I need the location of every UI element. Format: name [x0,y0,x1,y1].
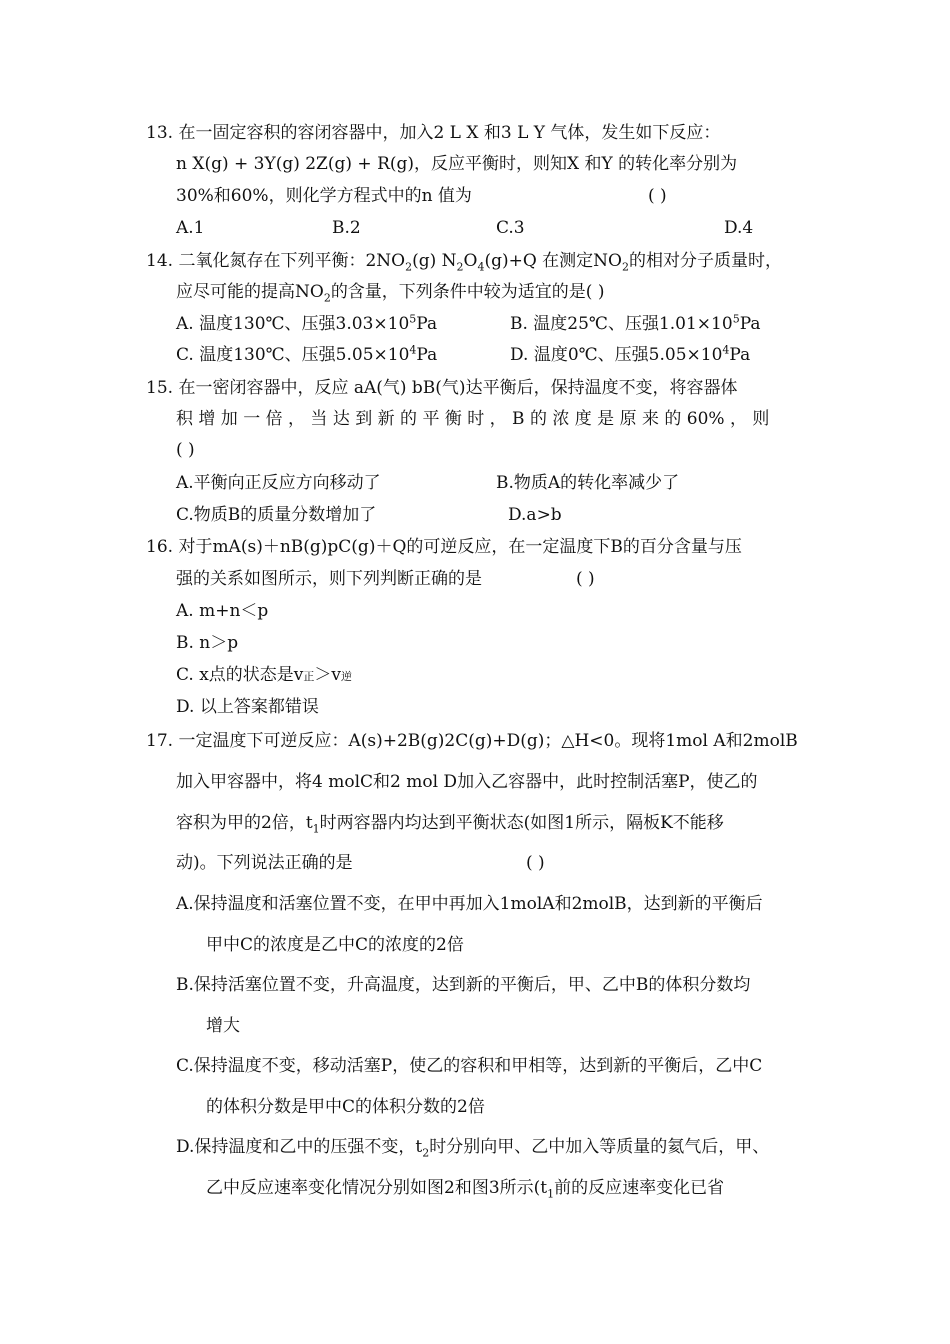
q17-option-b-line-1: B.保持活塞位置不变，升高温度，达到新的平衡后，甲、乙中B的体积分数均 [176,975,751,995]
q14-line-2: 应尽可能的提高$NO_2$的含量，下列条件中较为适宜的是( ) [176,282,605,305]
q17-answer-paren: ( ) [526,853,545,873]
q16-option-d: D. 以上答案都错误 [176,697,319,717]
q17-option-a-line-1: A.保持温度和活塞位置不变，在甲中再加入1molA和2molB，达到新的平衡后 [176,894,763,914]
q13-option-b: B.2 [332,218,361,238]
q13-line-1: 13. 在一固定容积的容闭容器中，加入2 L X 和3 L Y 气体，发生如下反应： [146,123,721,143]
q15-option-b: B.物质A的转化率减少了 [496,473,680,493]
q14-line-1: 14. 二氧化氮存在下列平衡：$2NO_2(g)$ $N_2O_4(g)+Q$ 在测定$NO_2$的相对分子质量时， [146,251,782,274]
q15-option-c: C.物质B的质量分数增加了 [176,505,377,525]
q13-option-a: A.1 [176,218,205,238]
q14-option-a: A. 温度130℃、压强$3.03\times 10^5Pa$ [176,312,438,334]
q17-line-1: 17. 一定温度下可逆反应：A(s)+2B(g)2C(g)+D(g)；△H<0。现将1mol A和2molB [146,731,798,751]
q14-option-c: C. 温度130℃、压强$5.05\times 10^4Pa$ [176,343,438,365]
q17-option-c-line-2: 的体积分数是甲中C的体积分数的2倍 [206,1097,485,1117]
q13-option-c: C.3 [496,218,525,238]
q15-line-3: ( ) [176,440,195,460]
q13-line-3: 30%和60%，则化学方程式中的n 值为 [176,186,472,206]
q17-option-c-line-1: C.保持温度不变，移动活塞P，使乙的容积和甲相等，达到新的平衡后，乙中C [176,1056,763,1076]
q13-line-2: n X(g) + 3Y(g) 2Z(g) + R(g)，反应平衡时，则知X 和Y 的转化率分别为 [176,154,738,174]
q17-line-2: 加入甲容器中，将4 molC和2 mol D加入乙容器中，此时控制活塞P，使乙的 [176,772,758,792]
q16-option-c: C. x点的状态是v正＞v逆 [176,665,353,685]
q15-option-d: D.a>b [508,505,562,525]
q14-option-b: B. 温度25℃、压强$1.01\times 10^5Pa$ [510,312,761,334]
q15-line-2: 积 增 加 一 倍 ， 当 达 到 新 的 平 衡 时 ， B 的 浓 度 是 原 来 的 60% ， 则 [176,409,770,429]
q13-option-d: D.4 [724,218,754,238]
q15-line-1: 15. 在一密闭容器中，反应 aA(气) bB(气)达平衡后，保持温度不变，将容器体 [146,378,738,398]
q17-line-4: 动)。下列说法正确的是 [176,853,353,873]
q16-line-1: 16. 对于mA(s)＋nB(g)pC(g)＋Q的可逆反应，在一定温度下B的百分含量与压 [146,537,742,557]
q17-option-d-line-1: D.保持温度和乙中的压强不变，$t_2$时分别向甲、乙中加入等质量的氦气后，甲、 [176,1137,770,1160]
q16-option-a: A. m+n＜p [176,601,269,621]
q16-line-2: 强的关系如图所示，则下列判断正确的是 [176,569,482,589]
q17-line-3: 容积为甲的2倍，$t_1$时两容器内均达到平衡状态(如图1所示，隔板K不能移 [176,813,724,836]
q13-answer-paren: ( ) [648,186,667,206]
q17-option-d-line-2: 乙中反应速率变化情况分别如图2和图3所示($t_1$前的反应速率变化已省 [206,1178,725,1201]
q14-option-d: D. 温度0℃、压强$5.05\times 10^4Pa$ [510,343,751,365]
q16-answer-paren: ( ) [576,569,595,589]
q17-option-a-line-2: 甲中C的浓度是乙中C的浓度的2倍 [206,935,464,955]
q17-option-b-line-2: 增大 [206,1016,240,1036]
q16-option-b: B. n＞p [176,633,239,653]
q15-option-a: A.平衡向正反应方向移动了 [176,473,381,493]
